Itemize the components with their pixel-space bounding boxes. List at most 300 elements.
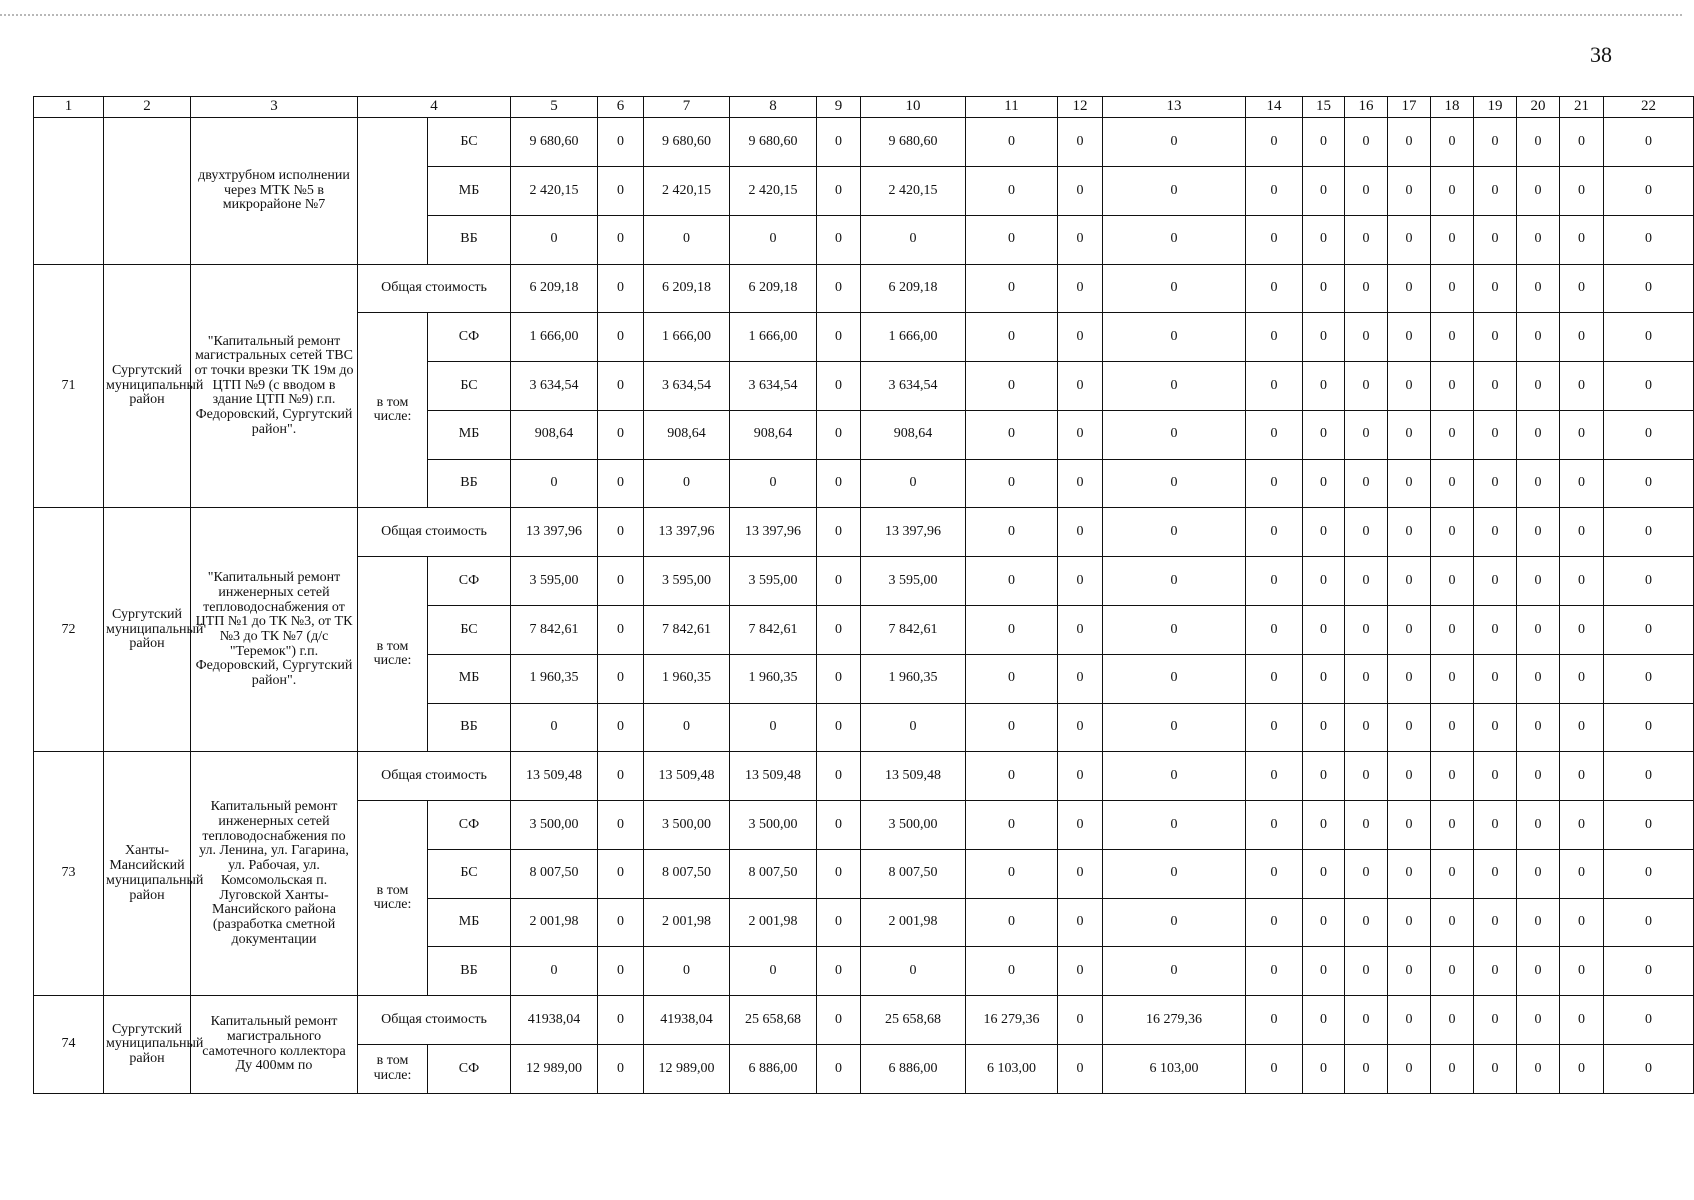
- header-cell: 22: [1604, 97, 1694, 118]
- value-cell: 0: [1560, 508, 1604, 557]
- value-cell: 3 500,00: [730, 801, 817, 850]
- value-cell: 0: [1431, 898, 1474, 947]
- value-cell: 0: [1246, 118, 1303, 167]
- value-cell: 0: [1474, 313, 1517, 362]
- value-cell: 0: [1517, 557, 1560, 606]
- value-cell: 0: [1246, 606, 1303, 655]
- including-label: в том числе:: [358, 801, 428, 996]
- value-cell: 0: [1560, 801, 1604, 850]
- value-cell: 0: [1474, 459, 1517, 508]
- total-cost-label: Общая стоимость: [358, 264, 511, 313]
- header-cell: 4: [358, 97, 511, 118]
- value-cell: 0: [966, 166, 1058, 215]
- value-cell: 0: [966, 557, 1058, 606]
- value-cell: 0: [1388, 606, 1431, 655]
- value-cell: 0: [1345, 849, 1388, 898]
- entry-number: 73: [34, 752, 104, 996]
- value-cell: 0: [817, 118, 861, 167]
- value-cell: 0: [1604, 996, 1694, 1045]
- value-cell: 0: [1058, 264, 1103, 313]
- value-cell: 0: [644, 703, 730, 752]
- value-cell: 0: [1474, 703, 1517, 752]
- value-cell: 0: [966, 215, 1058, 264]
- value-cell: 41938,04: [644, 996, 730, 1045]
- value-cell: 0: [1246, 752, 1303, 801]
- value-cell: 0: [1517, 508, 1560, 557]
- funding-source: БС: [428, 606, 511, 655]
- value-cell: 0: [1345, 801, 1388, 850]
- header-cell: 20: [1517, 97, 1560, 118]
- value-cell: 0: [1517, 166, 1560, 215]
- table-body: [34, 97, 1694, 1094]
- value-cell: 0: [1058, 166, 1103, 215]
- value-cell: 0: [1388, 898, 1431, 947]
- value-cell: 0: [1103, 118, 1246, 167]
- value-cell: 6 209,18: [730, 264, 817, 313]
- value-cell: 6 209,18: [861, 264, 966, 313]
- value-cell: 0: [1345, 898, 1388, 947]
- value-cell: 0: [1388, 654, 1431, 703]
- value-cell: 0: [817, 313, 861, 362]
- value-cell: 0: [1517, 801, 1560, 850]
- value-cell: 0: [1431, 752, 1474, 801]
- value-cell: 0: [1246, 801, 1303, 850]
- funding-source: ВБ: [428, 215, 511, 264]
- value-cell: 0: [1345, 313, 1388, 362]
- value-cell: 8 007,50: [644, 849, 730, 898]
- value-cell: 0: [1345, 996, 1388, 1045]
- value-cell: 0: [1431, 508, 1474, 557]
- value-cell: 13 509,48: [644, 752, 730, 801]
- municipality-cell: Сургутский муниципальный район: [104, 508, 191, 752]
- funding-source: БС: [428, 118, 511, 167]
- value-cell: 0: [1058, 313, 1103, 362]
- funding-source: МБ: [428, 166, 511, 215]
- page-number: 38: [1590, 42, 1612, 67]
- table-row: [34, 118, 1694, 167]
- value-cell: 13 397,96: [861, 508, 966, 557]
- value-cell: 0: [1604, 606, 1694, 655]
- funding-source: ВБ: [428, 947, 511, 996]
- value-cell: 1 666,00: [511, 313, 598, 362]
- value-cell: 13 509,48: [861, 752, 966, 801]
- value-cell: 0: [1303, 118, 1345, 167]
- value-cell: 0: [1246, 410, 1303, 459]
- value-cell: 9 680,60: [861, 118, 966, 167]
- value-cell: 0: [1474, 947, 1517, 996]
- value-cell: 0: [1604, 801, 1694, 850]
- value-cell: 0: [1431, 410, 1474, 459]
- value-cell: 0: [1388, 362, 1431, 411]
- value-cell: 9 680,60: [730, 118, 817, 167]
- value-cell: 3 595,00: [511, 557, 598, 606]
- value-cell: 2 420,15: [861, 166, 966, 215]
- value-cell: 0: [598, 508, 644, 557]
- value-cell: 0: [817, 215, 861, 264]
- entry-number: 74: [34, 996, 104, 1094]
- value-cell: 0: [1560, 313, 1604, 362]
- project-description: Капитальный ремонт инженерных сетей тепловодоснабжения по ул. Ленина, ул. Гагарина, ул. Рабочая, ул. Комсомольская п. Луговской Ханты-Мансийского района (разработка сметной документации: [191, 752, 358, 996]
- value-cell: 2 001,98: [644, 898, 730, 947]
- value-cell: 0: [1604, 313, 1694, 362]
- value-cell: 12 989,00: [644, 1045, 730, 1094]
- value-cell: 0: [1431, 313, 1474, 362]
- value-cell: 0: [1303, 1045, 1345, 1094]
- value-cell: 0: [1431, 947, 1474, 996]
- value-cell: 0: [861, 215, 966, 264]
- value-cell: 908,64: [730, 410, 817, 459]
- value-cell: 0: [1303, 996, 1345, 1045]
- value-cell: 0: [1560, 215, 1604, 264]
- value-cell: 0: [644, 947, 730, 996]
- value-cell: 0: [1604, 849, 1694, 898]
- value-cell: 0: [1345, 703, 1388, 752]
- municipality-cell: Сургутский муниципальный район: [104, 996, 191, 1094]
- value-cell: 0: [1345, 947, 1388, 996]
- funding-source: МБ: [428, 654, 511, 703]
- value-cell: 0: [1303, 264, 1345, 313]
- value-cell: 25 658,68: [730, 996, 817, 1045]
- value-cell: 0: [1246, 849, 1303, 898]
- value-cell: 0: [966, 947, 1058, 996]
- value-cell: 8 007,50: [730, 849, 817, 898]
- value-cell: 0: [966, 459, 1058, 508]
- value-cell: 0: [861, 703, 966, 752]
- value-cell: 0: [1103, 752, 1246, 801]
- value-cell: 6 886,00: [861, 1045, 966, 1094]
- value-cell: 0: [1474, 801, 1517, 850]
- budget-table: [33, 96, 1694, 1094]
- header-cell: 11: [966, 97, 1058, 118]
- value-cell: 0: [1604, 215, 1694, 264]
- value-cell: 1 960,35: [511, 654, 598, 703]
- total-cost-label: Общая стоимость: [358, 508, 511, 557]
- value-cell: 0: [1303, 606, 1345, 655]
- value-cell: 0: [1103, 898, 1246, 947]
- value-cell: 0: [1388, 1045, 1431, 1094]
- value-cell: 0: [1560, 1045, 1604, 1094]
- value-cell: 8 007,50: [861, 849, 966, 898]
- value-cell: 0: [1431, 166, 1474, 215]
- value-cell: 0: [1431, 801, 1474, 850]
- value-cell: 0: [1303, 459, 1345, 508]
- value-cell: 0: [1103, 947, 1246, 996]
- value-cell: 0: [966, 313, 1058, 362]
- value-cell: 0: [1474, 606, 1517, 655]
- value-cell: 0: [1388, 459, 1431, 508]
- header-cell: 12: [1058, 97, 1103, 118]
- value-cell: 0: [817, 557, 861, 606]
- municipality-cell: Сургутский муниципальный район: [104, 264, 191, 508]
- value-cell: 0: [1560, 410, 1604, 459]
- value-cell: 12 989,00: [511, 1045, 598, 1094]
- value-cell: 0: [1560, 752, 1604, 801]
- municipality-cell: Ханты-Мансийский муниципальный район: [104, 752, 191, 996]
- value-cell: 0: [1604, 898, 1694, 947]
- value-cell: 0: [1431, 606, 1474, 655]
- value-cell: 0: [598, 1045, 644, 1094]
- value-cell: 16 279,36: [1103, 996, 1246, 1045]
- value-cell: 0: [1246, 898, 1303, 947]
- value-cell: 8 007,50: [511, 849, 598, 898]
- value-cell: 0: [1560, 996, 1604, 1045]
- header-cell: 2: [104, 97, 191, 118]
- value-cell: 908,64: [861, 410, 966, 459]
- value-cell: 2 001,98: [730, 898, 817, 947]
- value-cell: 0: [1517, 410, 1560, 459]
- value-cell: 0: [1474, 557, 1517, 606]
- value-cell: 0: [966, 752, 1058, 801]
- value-cell: 0: [1560, 166, 1604, 215]
- value-cell: 0: [598, 898, 644, 947]
- value-cell: 0: [817, 606, 861, 655]
- value-cell: 0: [1058, 947, 1103, 996]
- value-cell: 0: [511, 459, 598, 508]
- header-cell: 14: [1246, 97, 1303, 118]
- value-cell: 0: [598, 557, 644, 606]
- value-cell: 0: [598, 752, 644, 801]
- value-cell: 0: [1431, 362, 1474, 411]
- value-cell: 0: [966, 703, 1058, 752]
- value-cell: 0: [817, 362, 861, 411]
- value-cell: 0: [1345, 654, 1388, 703]
- value-cell: 3 500,00: [861, 801, 966, 850]
- value-cell: 0: [1517, 1045, 1560, 1094]
- value-cell: 6 103,00: [966, 1045, 1058, 1094]
- total-cost-label: Общая стоимость: [358, 752, 511, 801]
- value-cell: 0: [1345, 215, 1388, 264]
- value-cell: 0: [1103, 606, 1246, 655]
- value-cell: 16 279,36: [966, 996, 1058, 1045]
- value-cell: 0: [1474, 752, 1517, 801]
- value-cell: 0: [1388, 801, 1431, 850]
- value-cell: 0: [511, 947, 598, 996]
- value-cell: 0: [1246, 1045, 1303, 1094]
- value-cell: 1 960,35: [644, 654, 730, 703]
- value-cell: 0: [1604, 264, 1694, 313]
- value-cell: 6 886,00: [730, 1045, 817, 1094]
- header-cell: 8: [730, 97, 817, 118]
- value-cell: 0: [966, 362, 1058, 411]
- table-row: [34, 996, 1694, 1045]
- value-cell: 0: [1431, 264, 1474, 313]
- value-cell: 0: [598, 362, 644, 411]
- value-cell: 3 595,00: [644, 557, 730, 606]
- value-cell: 0: [1246, 557, 1303, 606]
- value-cell: 0: [817, 849, 861, 898]
- value-cell: 0: [1431, 557, 1474, 606]
- value-cell: 0: [1560, 606, 1604, 655]
- value-cell: 0: [1517, 898, 1560, 947]
- value-cell: 0: [1474, 166, 1517, 215]
- including-label: в том числе:: [358, 313, 428, 508]
- value-cell: 0: [1431, 654, 1474, 703]
- value-cell: 0: [1431, 459, 1474, 508]
- value-cell: 0: [1246, 947, 1303, 996]
- including-label: [358, 118, 428, 264]
- value-cell: 0: [817, 459, 861, 508]
- including-label: в том числе:: [358, 557, 428, 752]
- entry-number: 71: [34, 264, 104, 508]
- value-cell: 0: [1517, 313, 1560, 362]
- value-cell: 0: [1103, 654, 1246, 703]
- value-cell: 0: [817, 996, 861, 1045]
- value-cell: 0: [730, 947, 817, 996]
- value-cell: 0: [1246, 459, 1303, 508]
- value-cell: 0: [511, 215, 598, 264]
- funding-source: БС: [428, 849, 511, 898]
- value-cell: 0: [817, 752, 861, 801]
- value-cell: 0: [598, 606, 644, 655]
- funding-source: СФ: [428, 1045, 511, 1094]
- value-cell: 0: [1303, 362, 1345, 411]
- value-cell: 0: [1345, 459, 1388, 508]
- value-cell: 0: [1246, 215, 1303, 264]
- value-cell: 0: [598, 947, 644, 996]
- value-cell: 3 595,00: [861, 557, 966, 606]
- value-cell: 0: [1474, 654, 1517, 703]
- value-cell: 0: [817, 898, 861, 947]
- value-cell: 1 666,00: [644, 313, 730, 362]
- value-cell: 0: [1560, 654, 1604, 703]
- value-cell: 0: [1517, 996, 1560, 1045]
- value-cell: 3 500,00: [511, 801, 598, 850]
- value-cell: 0: [1517, 362, 1560, 411]
- header-cell: 3: [191, 97, 358, 118]
- value-cell: 0: [817, 264, 861, 313]
- value-cell: 0: [1246, 703, 1303, 752]
- table-row: [34, 508, 1694, 557]
- value-cell: 9 680,60: [511, 118, 598, 167]
- value-cell: 2 420,15: [644, 166, 730, 215]
- value-cell: 0: [598, 166, 644, 215]
- value-cell: 0: [1303, 410, 1345, 459]
- total-cost-label: Общая стоимость: [358, 996, 511, 1045]
- value-cell: 0: [1058, 508, 1103, 557]
- value-cell: 7 842,61: [511, 606, 598, 655]
- value-cell: 0: [966, 801, 1058, 850]
- value-cell: 0: [1560, 557, 1604, 606]
- value-cell: 0: [1345, 362, 1388, 411]
- value-cell: 0: [1388, 703, 1431, 752]
- header-cell: 19: [1474, 97, 1517, 118]
- value-cell: 0: [1431, 1045, 1474, 1094]
- value-cell: 0: [1246, 264, 1303, 313]
- value-cell: 0: [1303, 215, 1345, 264]
- value-cell: 0: [644, 215, 730, 264]
- funding-source: СФ: [428, 313, 511, 362]
- value-cell: 0: [1058, 606, 1103, 655]
- value-cell: 0: [1560, 849, 1604, 898]
- value-cell: 0: [1345, 264, 1388, 313]
- value-cell: 0: [966, 118, 1058, 167]
- value-cell: 0: [1345, 508, 1388, 557]
- funding-source: ВБ: [428, 703, 511, 752]
- value-cell: 3 634,54: [730, 362, 817, 411]
- value-cell: 0: [966, 410, 1058, 459]
- value-cell: 0: [1058, 898, 1103, 947]
- value-cell: 0: [1103, 166, 1246, 215]
- value-cell: 0: [598, 801, 644, 850]
- funding-source: СФ: [428, 557, 511, 606]
- funding-source: МБ: [428, 410, 511, 459]
- value-cell: 0: [598, 703, 644, 752]
- value-cell: 0: [1103, 362, 1246, 411]
- value-cell: 0: [730, 215, 817, 264]
- value-cell: 0: [1517, 947, 1560, 996]
- value-cell: 0: [1560, 264, 1604, 313]
- value-cell: 0: [730, 703, 817, 752]
- value-cell: 0: [1388, 996, 1431, 1045]
- value-cell: 0: [1388, 166, 1431, 215]
- value-cell: 0: [1246, 654, 1303, 703]
- header-cell: 16: [1345, 97, 1388, 118]
- value-cell: 9 680,60: [644, 118, 730, 167]
- value-cell: 0: [1303, 508, 1345, 557]
- value-cell: 0: [1474, 1045, 1517, 1094]
- value-cell: 7 842,61: [644, 606, 730, 655]
- value-cell: 0: [1604, 166, 1694, 215]
- value-cell: 0: [1474, 362, 1517, 411]
- value-cell: 0: [1604, 703, 1694, 752]
- value-cell: 0: [1103, 215, 1246, 264]
- value-cell: 6 209,18: [511, 264, 598, 313]
- value-cell: 1 960,35: [730, 654, 817, 703]
- funding-source: ВБ: [428, 459, 511, 508]
- value-cell: 1 666,00: [861, 313, 966, 362]
- value-cell: 0: [1474, 508, 1517, 557]
- funding-source: СФ: [428, 801, 511, 850]
- value-cell: 0: [1604, 557, 1694, 606]
- value-cell: 13 397,96: [644, 508, 730, 557]
- value-cell: 0: [1604, 508, 1694, 557]
- value-cell: 0: [1431, 215, 1474, 264]
- entry-number: [34, 118, 104, 264]
- value-cell: 0: [1560, 947, 1604, 996]
- value-cell: 0: [1388, 313, 1431, 362]
- value-cell: 0: [1474, 898, 1517, 947]
- value-cell: 0: [598, 410, 644, 459]
- value-cell: 2 420,15: [511, 166, 598, 215]
- value-cell: 0: [1560, 362, 1604, 411]
- value-cell: 0: [1345, 1045, 1388, 1094]
- value-cell: 0: [1303, 166, 1345, 215]
- project-description: двухтрубном исполнении через МТК №5 в микрорайоне №7: [191, 118, 358, 264]
- value-cell: 0: [1604, 410, 1694, 459]
- value-cell: 0: [1517, 459, 1560, 508]
- value-cell: 0: [1388, 849, 1431, 898]
- value-cell: 0: [1517, 264, 1560, 313]
- value-cell: 0: [861, 459, 966, 508]
- header-cell: 18: [1431, 97, 1474, 118]
- header-cell: 7: [644, 97, 730, 118]
- value-cell: 0: [1303, 947, 1345, 996]
- value-cell: 13 397,96: [511, 508, 598, 557]
- value-cell: 0: [598, 215, 644, 264]
- header-cell: 5: [511, 97, 598, 118]
- value-cell: 0: [1474, 849, 1517, 898]
- value-cell: 0: [1103, 508, 1246, 557]
- value-cell: 0: [1303, 752, 1345, 801]
- value-cell: 1 960,35: [861, 654, 966, 703]
- header-cell: 21: [1560, 97, 1604, 118]
- scan-artifact-line: [0, 14, 1682, 16]
- value-cell: 0: [1246, 362, 1303, 411]
- value-cell: 0: [1388, 410, 1431, 459]
- value-cell: 0: [1560, 459, 1604, 508]
- value-cell: 0: [598, 849, 644, 898]
- value-cell: 7 842,61: [730, 606, 817, 655]
